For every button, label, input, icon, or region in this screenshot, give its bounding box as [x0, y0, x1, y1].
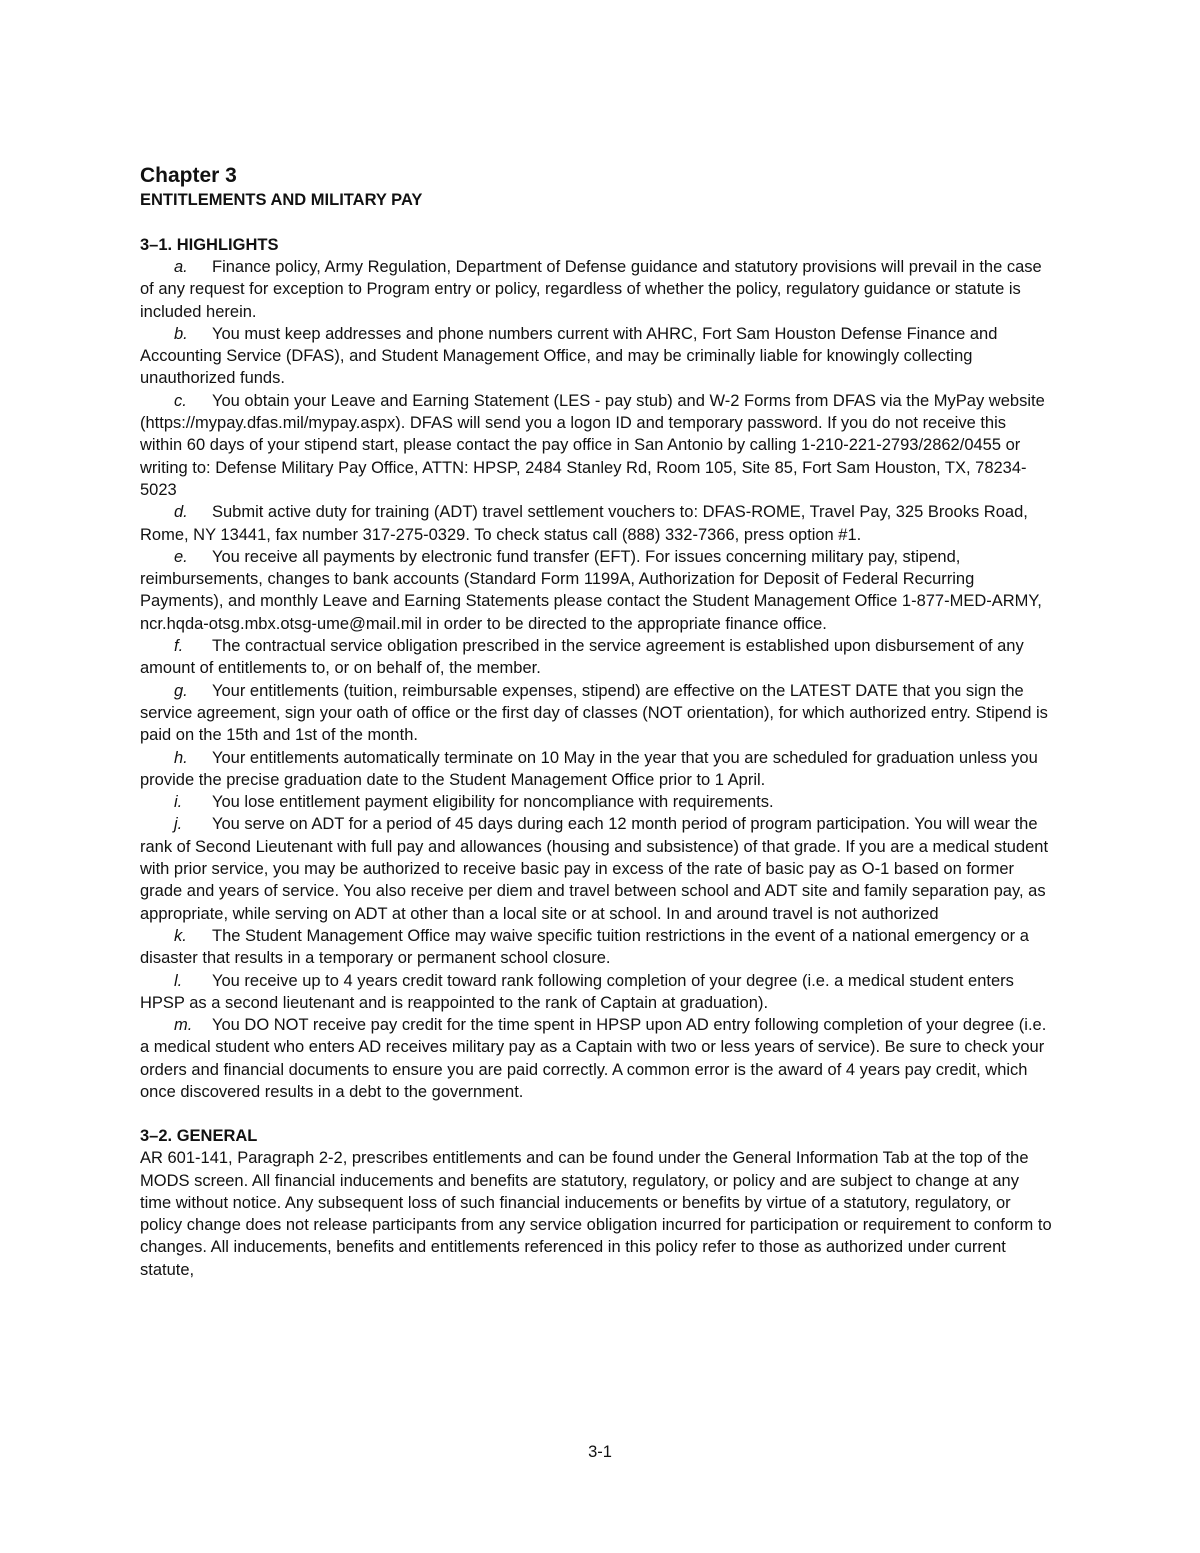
list-item	[140, 256, 1052, 323]
item-letter: h.	[174, 748, 188, 767]
list-item	[140, 635, 1052, 680]
item-letter: f.	[174, 637, 184, 656]
item-text: You obtain your Leave and Earning Statement (LES - pay stub) and W-2 Forms from DFAS via the MyPay website (https://mypay.dfas.mil/mypay.aspx). DFAS will send you a logon ID and temporary password. If you do not receive this within 60 days of your stipend start, please contact the pay office in San Antonio by calling 1-210-221-2793/2862/0455 or writing to: Defense Military Pay Office, ATTN: HPSP, 2484 Stanley Rd, Room 105, Site 85, Fort Sam Houston, TX, 78234-5023	[140, 391, 1045, 499]
item-letter: a.	[174, 258, 188, 276]
list-item	[140, 680, 1052, 747]
item-letter: e.	[174, 547, 188, 566]
item-letter: k.	[174, 926, 187, 945]
list-item	[140, 323, 1052, 390]
item-text: The contractual service obligation prescribed in the service agreement is established upon disbursement of any amount of entitlements to, or on behalf of, the member.	[140, 637, 1024, 678]
chapter-subtitle: ENTITLEMENTS AND MILITARY PAY	[140, 191, 423, 209]
list-item	[140, 1014, 1052, 1103]
general-paragraph: AR 601-141, Paragraph 2-2, prescribes entitlements and can be found under the General Information Tab at the top of the MODS screen. All financial inducements and benefits are statutory, regulatory, or policy and are subject to change at any time without notice. Any subsequent loss of such financial inducements or benefits by virtue of a statutory, regulatory, or policy change does not release participants from any service obligation incurred for participation or requirement to conform to changes. All inducements, benefits and entitlements referenced in this policy refer to those as authorized under current statute,	[140, 1149, 1052, 1279]
item-text: You serve on ADT for a period of 45 days during each 12 month period of program participation. You will wear the rank of Second Lieutenant with full pay and allowances (housing and subsistence) of that grade. If you are a medical student with prior service, you may be authorized to receive basic pay in excess of the rate of basic pay as O-1 based on former grade and years of service. You also receive per diem and travel between school and ADT site and family separation pay, as appropriate, while serving on ADT at other than a local site or at school. In and around travel is not authorized	[140, 815, 1049, 923]
list-item	[140, 546, 1052, 635]
section-heading-highlights: 3–1. HIGHLIGHTS	[140, 236, 279, 254]
section-heading-general: 3–2. GENERAL	[140, 1127, 258, 1146]
item-text: You lose entitlement payment eligibility for noncompliance with requirements.	[212, 793, 774, 812]
item-letter: m.	[174, 1016, 193, 1035]
list-item	[140, 747, 1052, 792]
item-text: Submit active duty for training (ADT) travel settlement vouchers to: DFAS-ROME, Travel Pay, 325 Brooks Road, Rome, NY 13441, fax number 317-275-0329. To check status call (888) 332-7366, press option #1.	[140, 503, 1028, 544]
list-item	[140, 390, 1052, 501]
item-letter: g.	[174, 681, 188, 700]
item-text: Finance policy, Army Regulation, Department of Defense guidance and statutory provisions will prevail in the case of any request for exception to Program entry or policy, regardless of whether the policy, regulatory guidance or statute is included herein.	[140, 258, 1042, 321]
item-text: Your entitlements (tuition, reimbursable expenses, stipend) are effective on the LATEST DATE that you sign the service agreement, sign your oath of office or the first day of classes (NOT orientation), for which authorized entry. Stipend is paid on the 15th and 1st of the month.	[140, 681, 1048, 745]
document-page	[140, 163, 1052, 1281]
item-text: You DO NOT receive pay credit for the time spent in HPSP upon AD entry following completion of your degree (i.e. a medical student who enters AD receives military pay as a Captain with two or less years of service). Be sure to check your orders and financial documents to ensure you are paid correctly. A common error is the award of 4 years pay credit, which once discovered results in a debt to the government.	[140, 1016, 1047, 1101]
list-item	[140, 501, 1052, 546]
item-text: You receive up to 4 years credit toward rank following completion of your degree (i.e. a medical student enters HPSP as a second lieutenant and is reappointed to the rank of Captain at graduation).	[140, 971, 1014, 1012]
item-letter: c.	[174, 391, 187, 410]
item-text: You must keep addresses and phone numbers current with AHRC, Fort Sam Houston Defense Finance and Accounting Service (DFAS), and Student Management Office, and may be criminally liable for knowingly collecting unauthorized funds.	[140, 324, 998, 388]
item-letter: b.	[174, 324, 188, 343]
item-text: The Student Management Office may waive specific tuition restrictions in the event of a national emergency or a disaster that results in a temporary or permanent school closure.	[140, 926, 1029, 968]
list-item	[140, 925, 1052, 970]
list-item	[140, 791, 1052, 813]
item-letter: j.	[174, 815, 183, 834]
highlights-list	[140, 256, 1052, 1103]
page-number: 3-1	[588, 1443, 612, 1461]
list-item	[140, 970, 1052, 1015]
item-letter: i.	[174, 793, 183, 812]
chapter-title: Chapter 3	[140, 164, 237, 187]
list-item	[140, 813, 1052, 924]
section-spacer	[140, 1103, 1052, 1125]
item-letter: l.	[174, 971, 183, 990]
item-text: Your entitlements automatically terminate on 10 May in the year that you are scheduled for graduation unless you provide the precise graduation date to the Student Management Office prior to 1 April.	[140, 748, 1038, 789]
item-text: You receive all payments by electronic fund transfer (EFT). For issues concerning military pay, stipend, reimbursements, changes to bank accounts (Standard Form 1199A, Authorization for Deposit of Federal Recurring Payments), and monthly Leave and Earning Statements please contact the Student Management Office 1-877-MED-ARMY, ncr.hqda-otsg.mbx.otsg-ume@mail.mil in order to be directed to the appropriate finance office.	[140, 547, 1042, 633]
item-letter: d.	[174, 503, 188, 522]
